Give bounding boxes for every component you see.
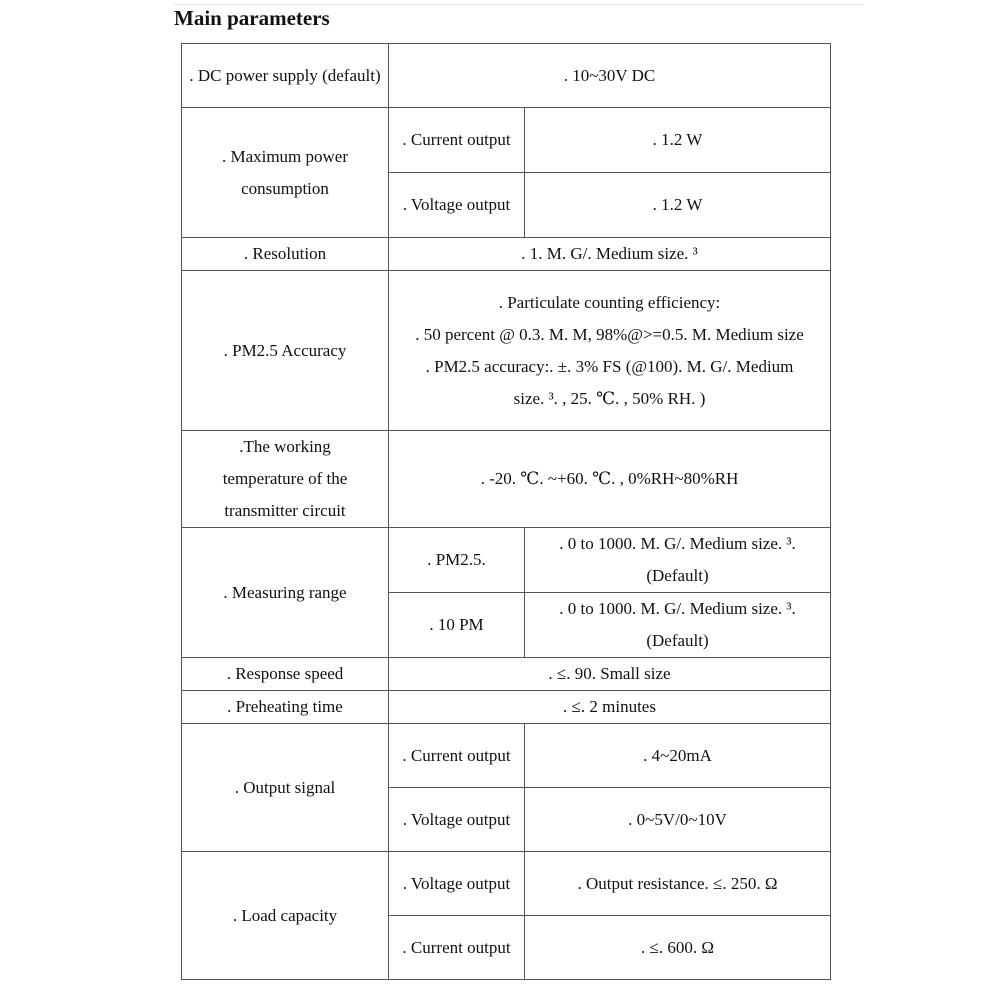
max-power-current-label: . Current output xyxy=(389,108,525,173)
parameters-table xyxy=(181,43,831,980)
load-capacity-label: . Load capacity xyxy=(182,852,389,980)
table-row xyxy=(182,528,831,593)
output-signal-label: . Output signal xyxy=(182,724,389,852)
table-row xyxy=(182,238,831,271)
measuring-range-pm25-value: . 0 to 1000. M. G/. Medium size. ³. (Default) xyxy=(525,528,831,593)
output-signal-current-value: . 4~20mA xyxy=(525,724,831,788)
resolution-label: . Resolution xyxy=(182,238,389,271)
working-temp-value: . -20. ℃. ~+60. ℃. , 0%RH~80%RH xyxy=(389,431,831,528)
load-capacity-voltage-value: . Output resistance. ≤. 250. Ω xyxy=(525,852,831,916)
response-speed-label: . Response speed xyxy=(182,658,389,691)
top-divider xyxy=(174,4,864,5)
table-row xyxy=(182,108,831,173)
preheating-value: . ≤. 2 minutes xyxy=(389,691,831,724)
table-row xyxy=(182,724,831,788)
preheating-label: . Preheating time xyxy=(182,691,389,724)
max-power-voltage-label: . Voltage output xyxy=(389,173,525,238)
load-capacity-current-label: . Current output xyxy=(389,916,525,980)
pm25-accuracy-value xyxy=(389,271,831,431)
pm25-accuracy-line-3: . PM2.5 accuracy:. ±. 3% FS (@100). M. G/. Medium size. ³. , 25. ℃. , 50% RH. ) xyxy=(425,356,794,408)
table-row xyxy=(182,271,831,431)
power-supply-label: . DC power supply (default) xyxy=(182,44,389,108)
max-power-label: . Maximum power consumption xyxy=(182,108,389,238)
measuring-range-pm25-label: . PM2.5. xyxy=(389,528,525,593)
pm25-accuracy-line-1: . Particulate counting efficiency: xyxy=(498,292,721,312)
table-row xyxy=(182,691,831,724)
output-signal-voltage-value: . 0~5V/0~10V xyxy=(525,788,831,852)
pm25-accuracy-line-2: . 50 percent @ 0.3. M. M, 98%@>=0.5. M. Medium size xyxy=(415,324,804,344)
pm25-accuracy-label: . PM2.5 Accuracy xyxy=(182,271,389,431)
output-signal-current-label: . Current output xyxy=(389,724,525,788)
table-row xyxy=(182,44,831,108)
output-signal-voltage-label: . Voltage output xyxy=(389,788,525,852)
table-row xyxy=(182,658,831,691)
resolution-value: . 1. M. G/. Medium size. ³ xyxy=(389,238,831,271)
response-speed-value: . ≤. 90. Small size xyxy=(389,658,831,691)
measuring-range-pm10-value: . 0 to 1000. M. G/. Medium size. ³. (Default) xyxy=(525,593,831,658)
measuring-range-pm10-label: . 10 PM xyxy=(389,593,525,658)
measuring-range-label: . Measuring range xyxy=(182,528,389,658)
table-row xyxy=(182,852,831,916)
load-capacity-current-value: . ≤. 600. Ω xyxy=(525,916,831,980)
max-power-current-value: . 1.2 W xyxy=(525,108,831,173)
load-capacity-voltage-label: . Voltage output xyxy=(389,852,525,916)
working-temp-label: .The working temperature of the transmitter circuit xyxy=(182,431,389,528)
page-title: Main parameters xyxy=(174,6,330,30)
max-power-voltage-value: . 1.2 W xyxy=(525,173,831,238)
power-supply-value: . 10~30V DC xyxy=(389,44,831,108)
table-row xyxy=(182,431,831,528)
